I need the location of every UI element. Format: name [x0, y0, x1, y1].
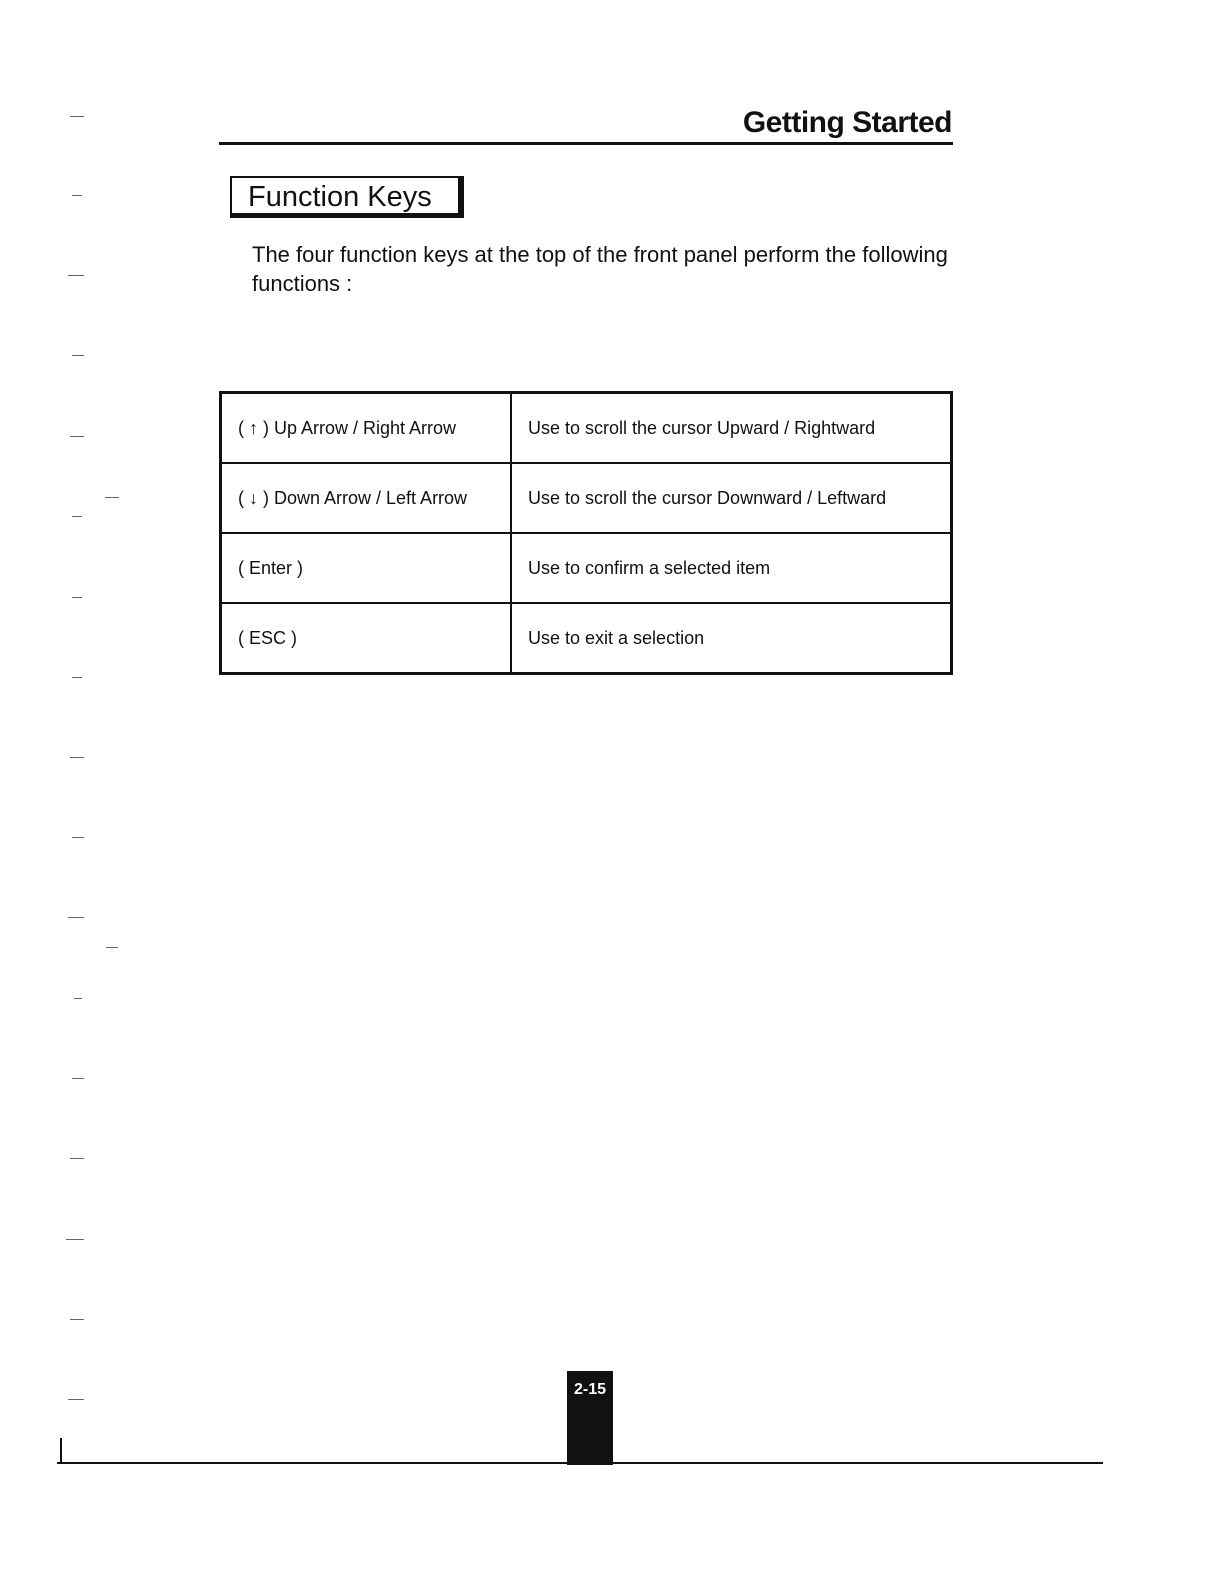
key-cell: ( ESC ) — [221, 603, 512, 674]
description-cell: Use to scroll the cursor Downward / Leftward — [511, 463, 952, 533]
page-number-tab — [567, 1371, 613, 1465]
margin-mark — [72, 597, 82, 598]
margin-mark — [68, 1399, 84, 1400]
margin-mark — [72, 195, 82, 196]
page-header-title: Getting Started — [742, 106, 952, 139]
margin-mark — [70, 1319, 84, 1320]
key-cell: ( ↓ ) Down Arrow / Left Arrow — [221, 463, 512, 533]
footer-rule — [57, 1462, 1103, 1464]
margin-mark — [72, 1078, 84, 1079]
margin-mark — [72, 837, 84, 838]
table-row — [221, 533, 952, 603]
section-title: Function Keys — [248, 181, 432, 213]
description-cell: Use to exit a selection — [511, 603, 952, 674]
margin-mark — [70, 116, 84, 117]
function-keys-table — [219, 391, 953, 675]
intro-paragraph: The four function keys at the top of the front panel perform the following functions : — [252, 242, 948, 296]
table-row — [221, 463, 952, 533]
margin-mark — [70, 757, 84, 758]
table-row — [221, 393, 952, 464]
margin-mark — [66, 1239, 84, 1240]
page-number: 2-15 — [573, 1381, 607, 1398]
section-title-box — [230, 176, 464, 218]
description-cell: Use to scroll the cursor Upward / Rightward — [511, 393, 952, 464]
key-cell: ( Enter ) — [221, 533, 512, 603]
key-cell: ( ↑ ) Up Arrow / Right Arrow — [221, 393, 512, 464]
margin-mark — [74, 998, 82, 999]
margin-mark — [72, 677, 82, 678]
table-row — [221, 603, 952, 674]
margin-mark — [68, 275, 84, 276]
header-rule — [219, 142, 953, 145]
margin-mark — [60, 1438, 62, 1462]
margin-mark — [70, 436, 84, 437]
margin-mark — [106, 947, 118, 948]
margin-mark — [70, 1158, 84, 1159]
margin-mark — [105, 497, 119, 498]
margin-mark — [72, 355, 84, 356]
description-cell: Use to confirm a selected item — [511, 533, 952, 603]
margin-mark — [68, 917, 84, 918]
margin-mark — [72, 516, 82, 517]
